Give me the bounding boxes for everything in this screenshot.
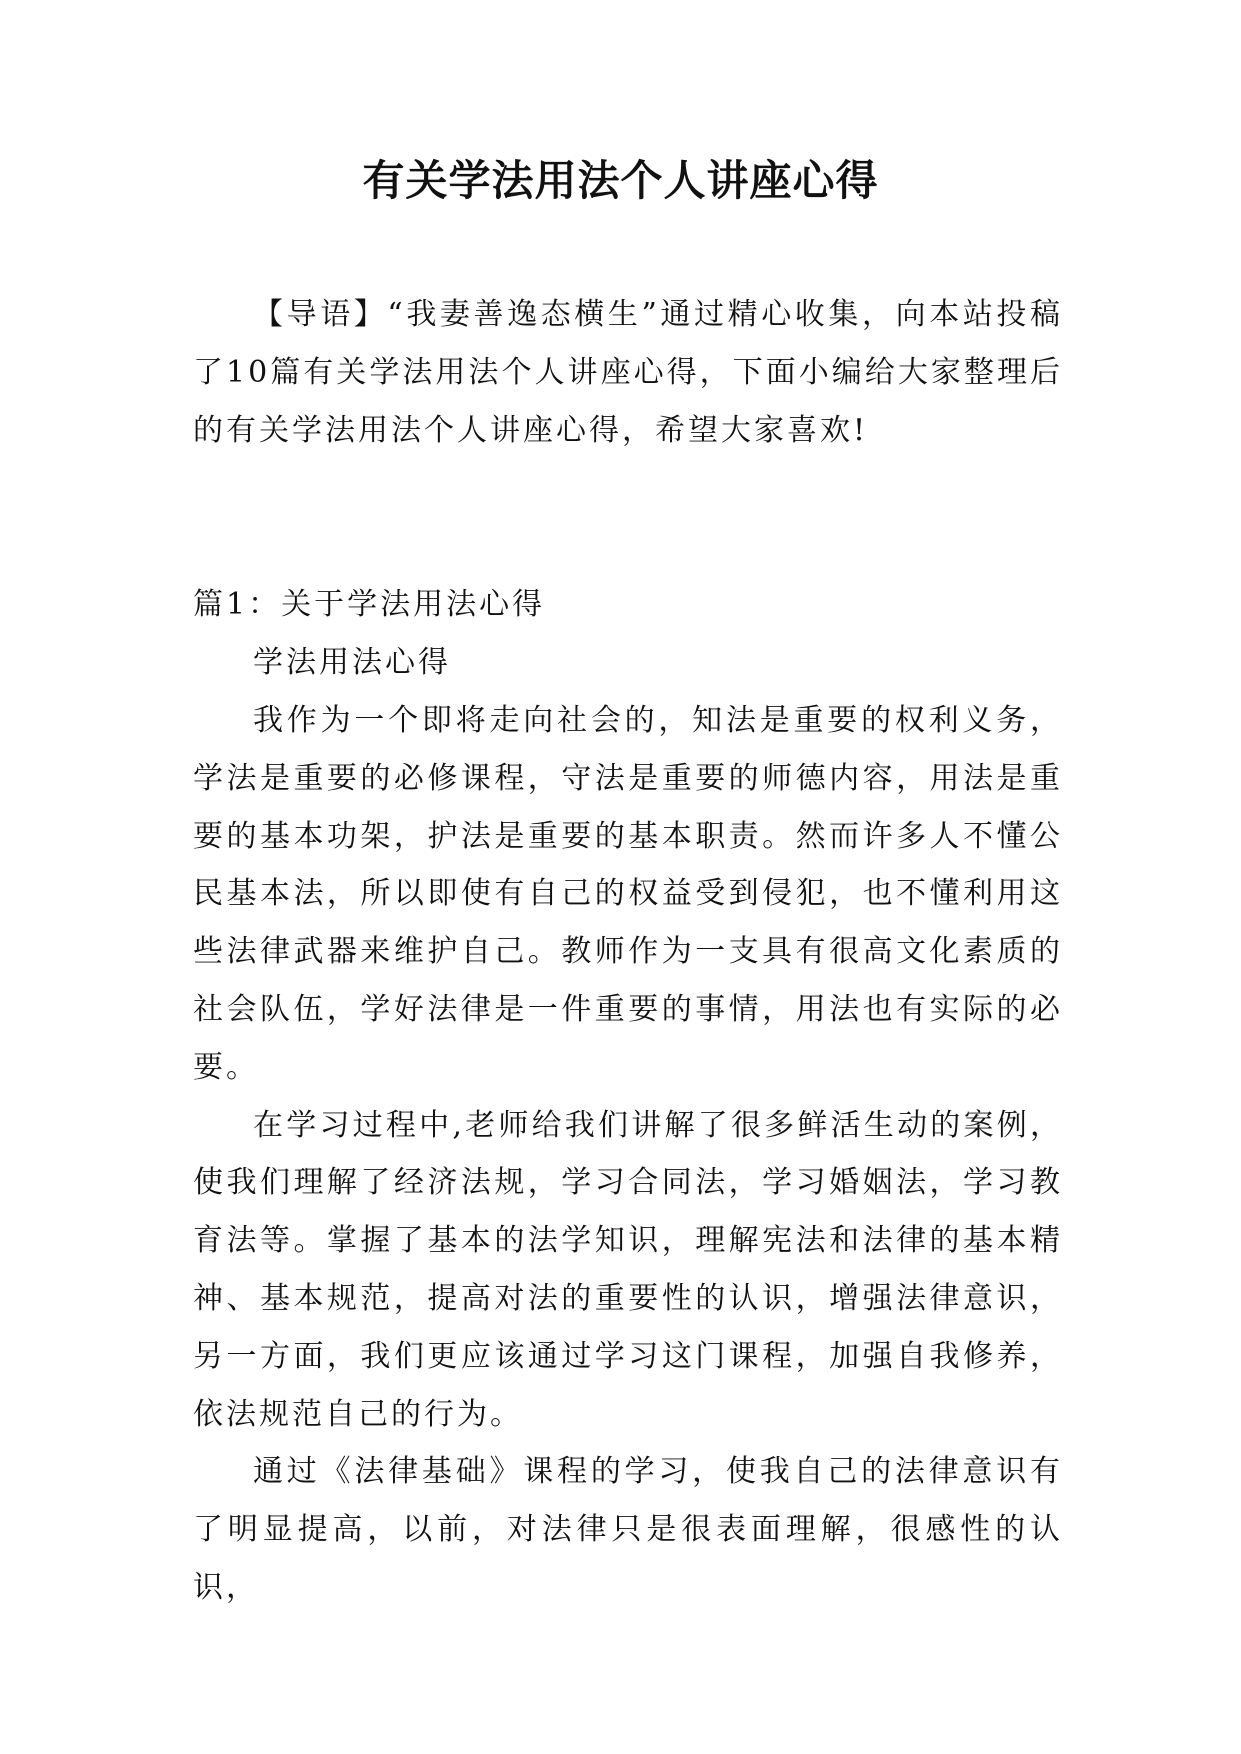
document-title: 有关学法用法个人讲座心得 — [362, 156, 879, 205]
subheading: 学法用法心得 — [253, 645, 451, 681]
section-heading: 篇1：关于学法用法心得 — [193, 587, 546, 623]
document-body — [193, 286, 1063, 1617]
intro-paragraph: 【导语】“我妻善逸态横生”通过精心收集，向本站投稿了10篇有关学法用法个人讲座心得，下面小编给大家整理后的有关学法用法个人讲座心得，希望大家喜欢! — [193, 297, 1063, 448]
body-paragraph: 在学习过程中,老师给我们讲解了很多鲜活生动的案例，使我们理解了经济法规，学习合同法，学习婚姻法，学习教育法等。掌握了基本的法学知识，理解宪法和法律的基本精神、基本规范，提高对法的重要性的认识，增强法律意识，另一方面，我们更应该通过学习这门课程，加强自我修养，依法规范自己的行为。 — [193, 1107, 1063, 1432]
section-spacer — [193, 459, 1063, 576]
body-paragraph: 我作为一个即将走向社会的，知法是重要的权利义务，学法是重要的必修课程，守法是重要的师德内容，用法是重要的基本功架，护法是重要的基本职责。然而许多人不懂公民基本法，所以即使有自己的权益受到侵犯，也不懂利用这些法律武器来维护自己。教师作为一支具有很高文化素质的社会队伍，学好法律是一件重要的事情，用法也有实际的必要。 — [193, 702, 1063, 1085]
body-paragraph: 通过《法律基础》课程的学习，使我自己的法律意识有了明显提高，以前，对法律只是很表面理解，很感性的认识， — [193, 1454, 1063, 1605]
